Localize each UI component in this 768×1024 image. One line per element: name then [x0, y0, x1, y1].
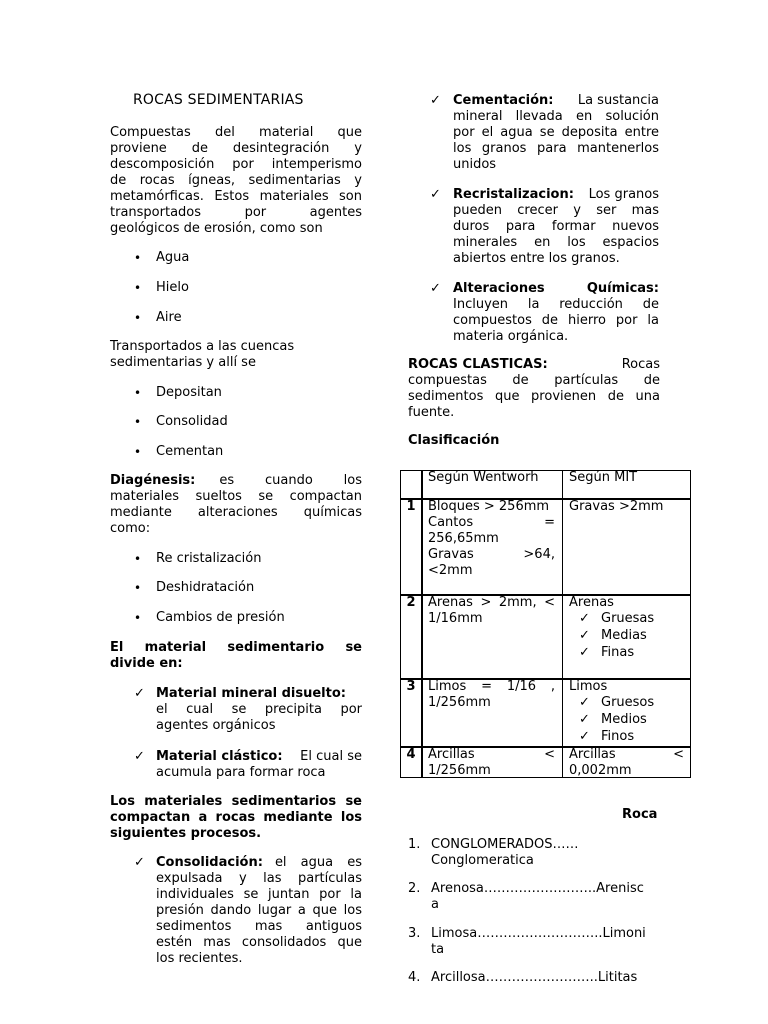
- mit-cell: Arenas ✓ Gruesas ✓ Medias ✓ Finas: [569, 595, 655, 660]
- row-number: 4: [406, 747, 416, 762]
- check-icon: ✓: [579, 729, 590, 744]
- wentworth-cell: Limos = 1/16 , 1/256mm: [428, 679, 555, 710]
- divide-heading: El material sedimentario se divide en:: [110, 640, 362, 671]
- transport-paragraph: Transportados a las cuencas sedimentarias y allí se: [110, 339, 295, 370]
- clasticas-paragraph: ROCAS CLASTICAS: Rocas compuestas de partículas de sedimentos que provienen de una fuente.: [408, 357, 660, 420]
- check-icon: ✓: [134, 855, 145, 870]
- recristalizacion-term: Recristalizacion:: [453, 187, 574, 202]
- check-icon: ✓: [430, 93, 441, 108]
- mit-cell: Gravas >2mm: [569, 499, 664, 514]
- check-icon: ✓: [579, 611, 590, 626]
- check-icon: ✓: [579, 695, 590, 710]
- check-icon: ✓: [579, 712, 590, 727]
- process-heading: Los materiales sedimentarios se compactan a rocas mediante los siguientes procesos.: [110, 794, 362, 841]
- bullet-icon: •: [134, 581, 142, 595]
- material-clastico-term: Material clástico:: [156, 749, 283, 764]
- check-icon: ✓: [430, 281, 441, 296]
- diagenesis-term: Diagénesis:: [110, 473, 196, 488]
- consolidacion-term: Consolidación:: [156, 855, 263, 870]
- check-icon: ✓: [134, 749, 145, 764]
- check-icon: ✓: [430, 187, 441, 202]
- diagenesis-paragraph: Diagénesis: es cuando los materiales sueltos se compactan mediante alteraciones químicas como:: [110, 473, 362, 536]
- check-icon: ✓: [579, 628, 590, 643]
- table-header-mit: Según MIT: [569, 470, 638, 485]
- bullet-icon: •: [134, 311, 142, 325]
- intro-paragraph: Compuestas del material que proviene de desintegración y descomposición por intemperismo de rocas ígneas, sedimentarias y metamórficas. Estos materiales son transportados por agentes geológicos de erosión, como son: [110, 125, 362, 236]
- row-number: 1: [406, 499, 416, 514]
- page-title: ROCAS SEDIMENTARIAS: [133, 92, 304, 108]
- mit-cell: Arcillas < 0,002mm: [569, 747, 684, 778]
- clasticas-term: ROCAS CLASTICAS:: [408, 357, 548, 372]
- alteraciones-term: Alteraciones Químicas:: [453, 281, 659, 296]
- bullet-icon: •: [134, 251, 142, 265]
- material-mineral-term: Material mineral disuelto:: [156, 686, 346, 701]
- row-number: 3: [406, 679, 416, 694]
- row-number: 2: [406, 595, 416, 610]
- table-header-wentworth: Según Wentworh: [428, 470, 539, 485]
- check-icon: ✓: [579, 645, 590, 660]
- classification-table: [400, 470, 691, 778]
- bullet-icon: •: [134, 415, 142, 429]
- bullet-icon: •: [134, 281, 142, 295]
- cementacion-term: Cementación:: [453, 93, 554, 108]
- clasificacion-heading: Clasificación: [408, 433, 500, 448]
- bullet-icon: •: [134, 386, 142, 400]
- mit-cell: Limos ✓ Gruesos ✓ Medios ✓ Finos: [569, 679, 655, 744]
- roca-heading: Roca: [622, 807, 658, 822]
- wentworth-cell: Arcillas < 1/256mm: [428, 747, 555, 778]
- wentworth-cell: Bloques > 256mm Cantos = 256,65mm Gravas >64, <2mm: [428, 499, 555, 578]
- wentworth-cell: Arenas > 2mm, < 1/16mm: [428, 595, 555, 626]
- bullet-icon: •: [134, 611, 142, 625]
- bullet-icon: •: [134, 445, 142, 459]
- bullet-icon: •: [134, 552, 142, 566]
- check-icon: ✓: [134, 686, 145, 701]
